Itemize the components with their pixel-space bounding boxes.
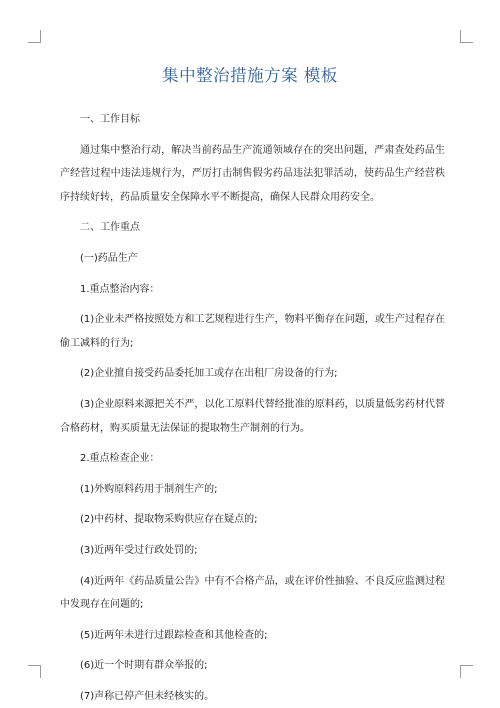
document-title: 集中整治措施方案 模板 xyxy=(162,66,338,85)
list-item: (5)近两年未进行过跟踪检查和其他检查的; xyxy=(80,629,268,641)
list-item: (1)外购原料药用于制剂生产的; xyxy=(80,483,218,495)
list-item: (2)企业擅自接受药品委托加工或存在出租厂房设备的行为; xyxy=(80,368,338,380)
crop-mark-bottom-left xyxy=(28,665,41,678)
list-item: (4)近两年《药品质量公告》中有不合格产品，或在评价性抽验、不良反应监测过程中发现存在问题的; xyxy=(60,575,445,611)
paragraph: 通过集中整治行动，解决当前药品生产流通领域存在的突出问题，严肃查处药品生产经营过程中违法违规行为，严厉打击制售假劣药品违法犯罪活动，使药品生产经营秩序持续好转，药品质量安全保障水平不断提高，确保人民群众用药安全。 xyxy=(60,144,445,203)
list-item: (3)企业原料来源把关不严，以化工原料代替经批准的原料药，以质量低劣药材代替合格药材，购买质量无法保证的提取物生产制剂的行为。 xyxy=(60,398,445,434)
list-item: (1)企业未严格按照处方和工艺规程进行生产，物料平衡存在问题，或生产过程存在偷工减料的行为; xyxy=(60,314,445,349)
crop-mark-top-right xyxy=(460,30,473,43)
section-heading: 二、工作重点 xyxy=(80,222,140,234)
list-item: (3)近两年受过行政处罚的; xyxy=(80,544,198,556)
document-body xyxy=(60,108,445,708)
list-item: (2)中药材、提取物采购供应存在疑点的; xyxy=(80,514,258,526)
item-heading: 2.重点检查企业： xyxy=(80,453,160,465)
crop-mark-bottom-right xyxy=(460,665,473,678)
item-heading: 1.重点整治内容： xyxy=(80,283,160,295)
crop-mark-top-left xyxy=(28,30,41,43)
list-item: (6)近一个时期有群众举报的; xyxy=(80,660,208,672)
subsection-heading: (一)药品生产 xyxy=(80,252,138,264)
list-item: (7)声称已停产但未经核实的。 xyxy=(80,690,215,702)
section-heading: 一、工作目标 xyxy=(80,114,140,125)
